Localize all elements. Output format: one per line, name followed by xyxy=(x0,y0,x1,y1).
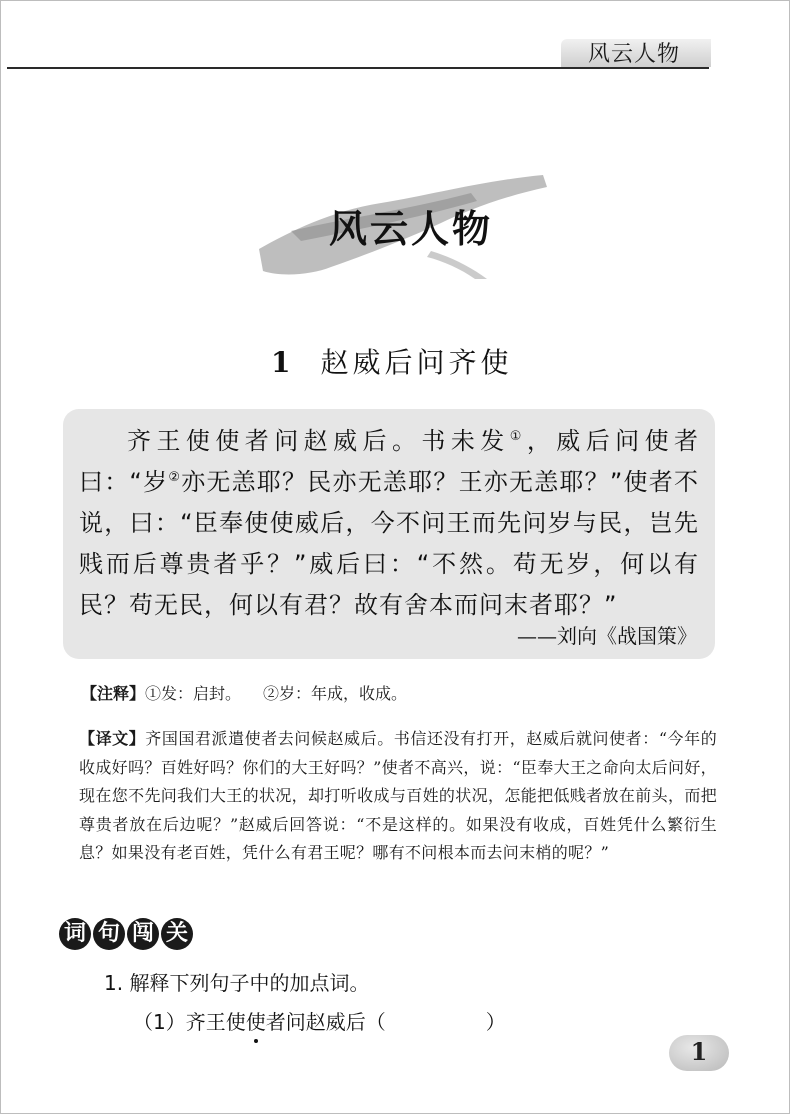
exercise-badge xyxy=(59,918,193,952)
original-segment: 齐王使使者问赵威后。书未发 xyxy=(127,427,510,455)
sub-question-suffix: 者问赵威后（ xyxy=(265,1010,386,1034)
lesson-number: 1 xyxy=(271,346,295,379)
original-segment: 亦无恙耶？民亦无恙耶？王亦无恙耶？”使者不说，曰：“臣奉使使威后，今不问王而先问岁与民，岂先贱而后尊贵者乎？”威后曰：“不然。苟无岁，何以有民？苟无民，何以有君？故有舍本而问末者耶？” xyxy=(79,468,699,619)
question-1: 1. 解释下列句子中的加点词。 xyxy=(104,971,370,995)
page-number-badge xyxy=(669,1035,729,1071)
badge-char: 词 xyxy=(59,918,91,950)
note-item-2: ②岁：年成，收成。 xyxy=(263,684,408,703)
sub-question-prefix: （1）齐王使 xyxy=(133,1010,246,1034)
source-citation: ——刘向《战国策》 xyxy=(517,624,697,648)
translation-label: 【译文】 xyxy=(79,729,146,748)
annotation xyxy=(81,681,407,704)
note-label: 【注释】 xyxy=(81,684,146,703)
section-heading xyxy=(251,171,551,281)
section-title: 风云人物 xyxy=(328,207,493,251)
original-segment: ，威后问使者曰：“岁 xyxy=(79,427,700,496)
badge-char: 句 xyxy=(93,918,125,950)
badge-char: 关 xyxy=(161,918,193,950)
footnote-mark-2: ② xyxy=(168,470,182,485)
sub-question-1 xyxy=(133,1006,506,1035)
footnote-mark-1: ① xyxy=(509,429,527,444)
page-number: 1 xyxy=(690,1037,708,1066)
translation xyxy=(79,725,717,868)
sub-question-close: ） xyxy=(485,1010,506,1034)
lesson-name: 赵威后问齐使 xyxy=(320,346,513,379)
lesson-title xyxy=(271,341,513,381)
original-text-box xyxy=(63,409,715,659)
dotted-word: 使 xyxy=(246,1006,266,1035)
note-item-1: ①发：启封。 xyxy=(145,684,242,703)
running-title: 风云人物 xyxy=(588,42,681,67)
original-text xyxy=(79,421,699,626)
translation-text: 齐国国君派遣使者去问候赵威后。书信还没有打开，赵威后就问使者：“今年的收成好吗？百姓好吗？你们的大王好吗？”使者不高兴，说：“臣奉大王之命向太后问好，现在您不先问我们大王的状况，却打听收成与百姓的状况，怎能把低贱者放在前头，而把尊贵者放在后边呢？”赵威后回答说：“不是这样的。如果没有收成，百姓凭什么繁衍生息？如果没有老百姓，凭什么有君王呢？哪有不问根本而去问末梢的呢？” xyxy=(79,729,717,862)
running-header xyxy=(1,1,790,81)
badge-char: 闯 xyxy=(127,918,159,950)
